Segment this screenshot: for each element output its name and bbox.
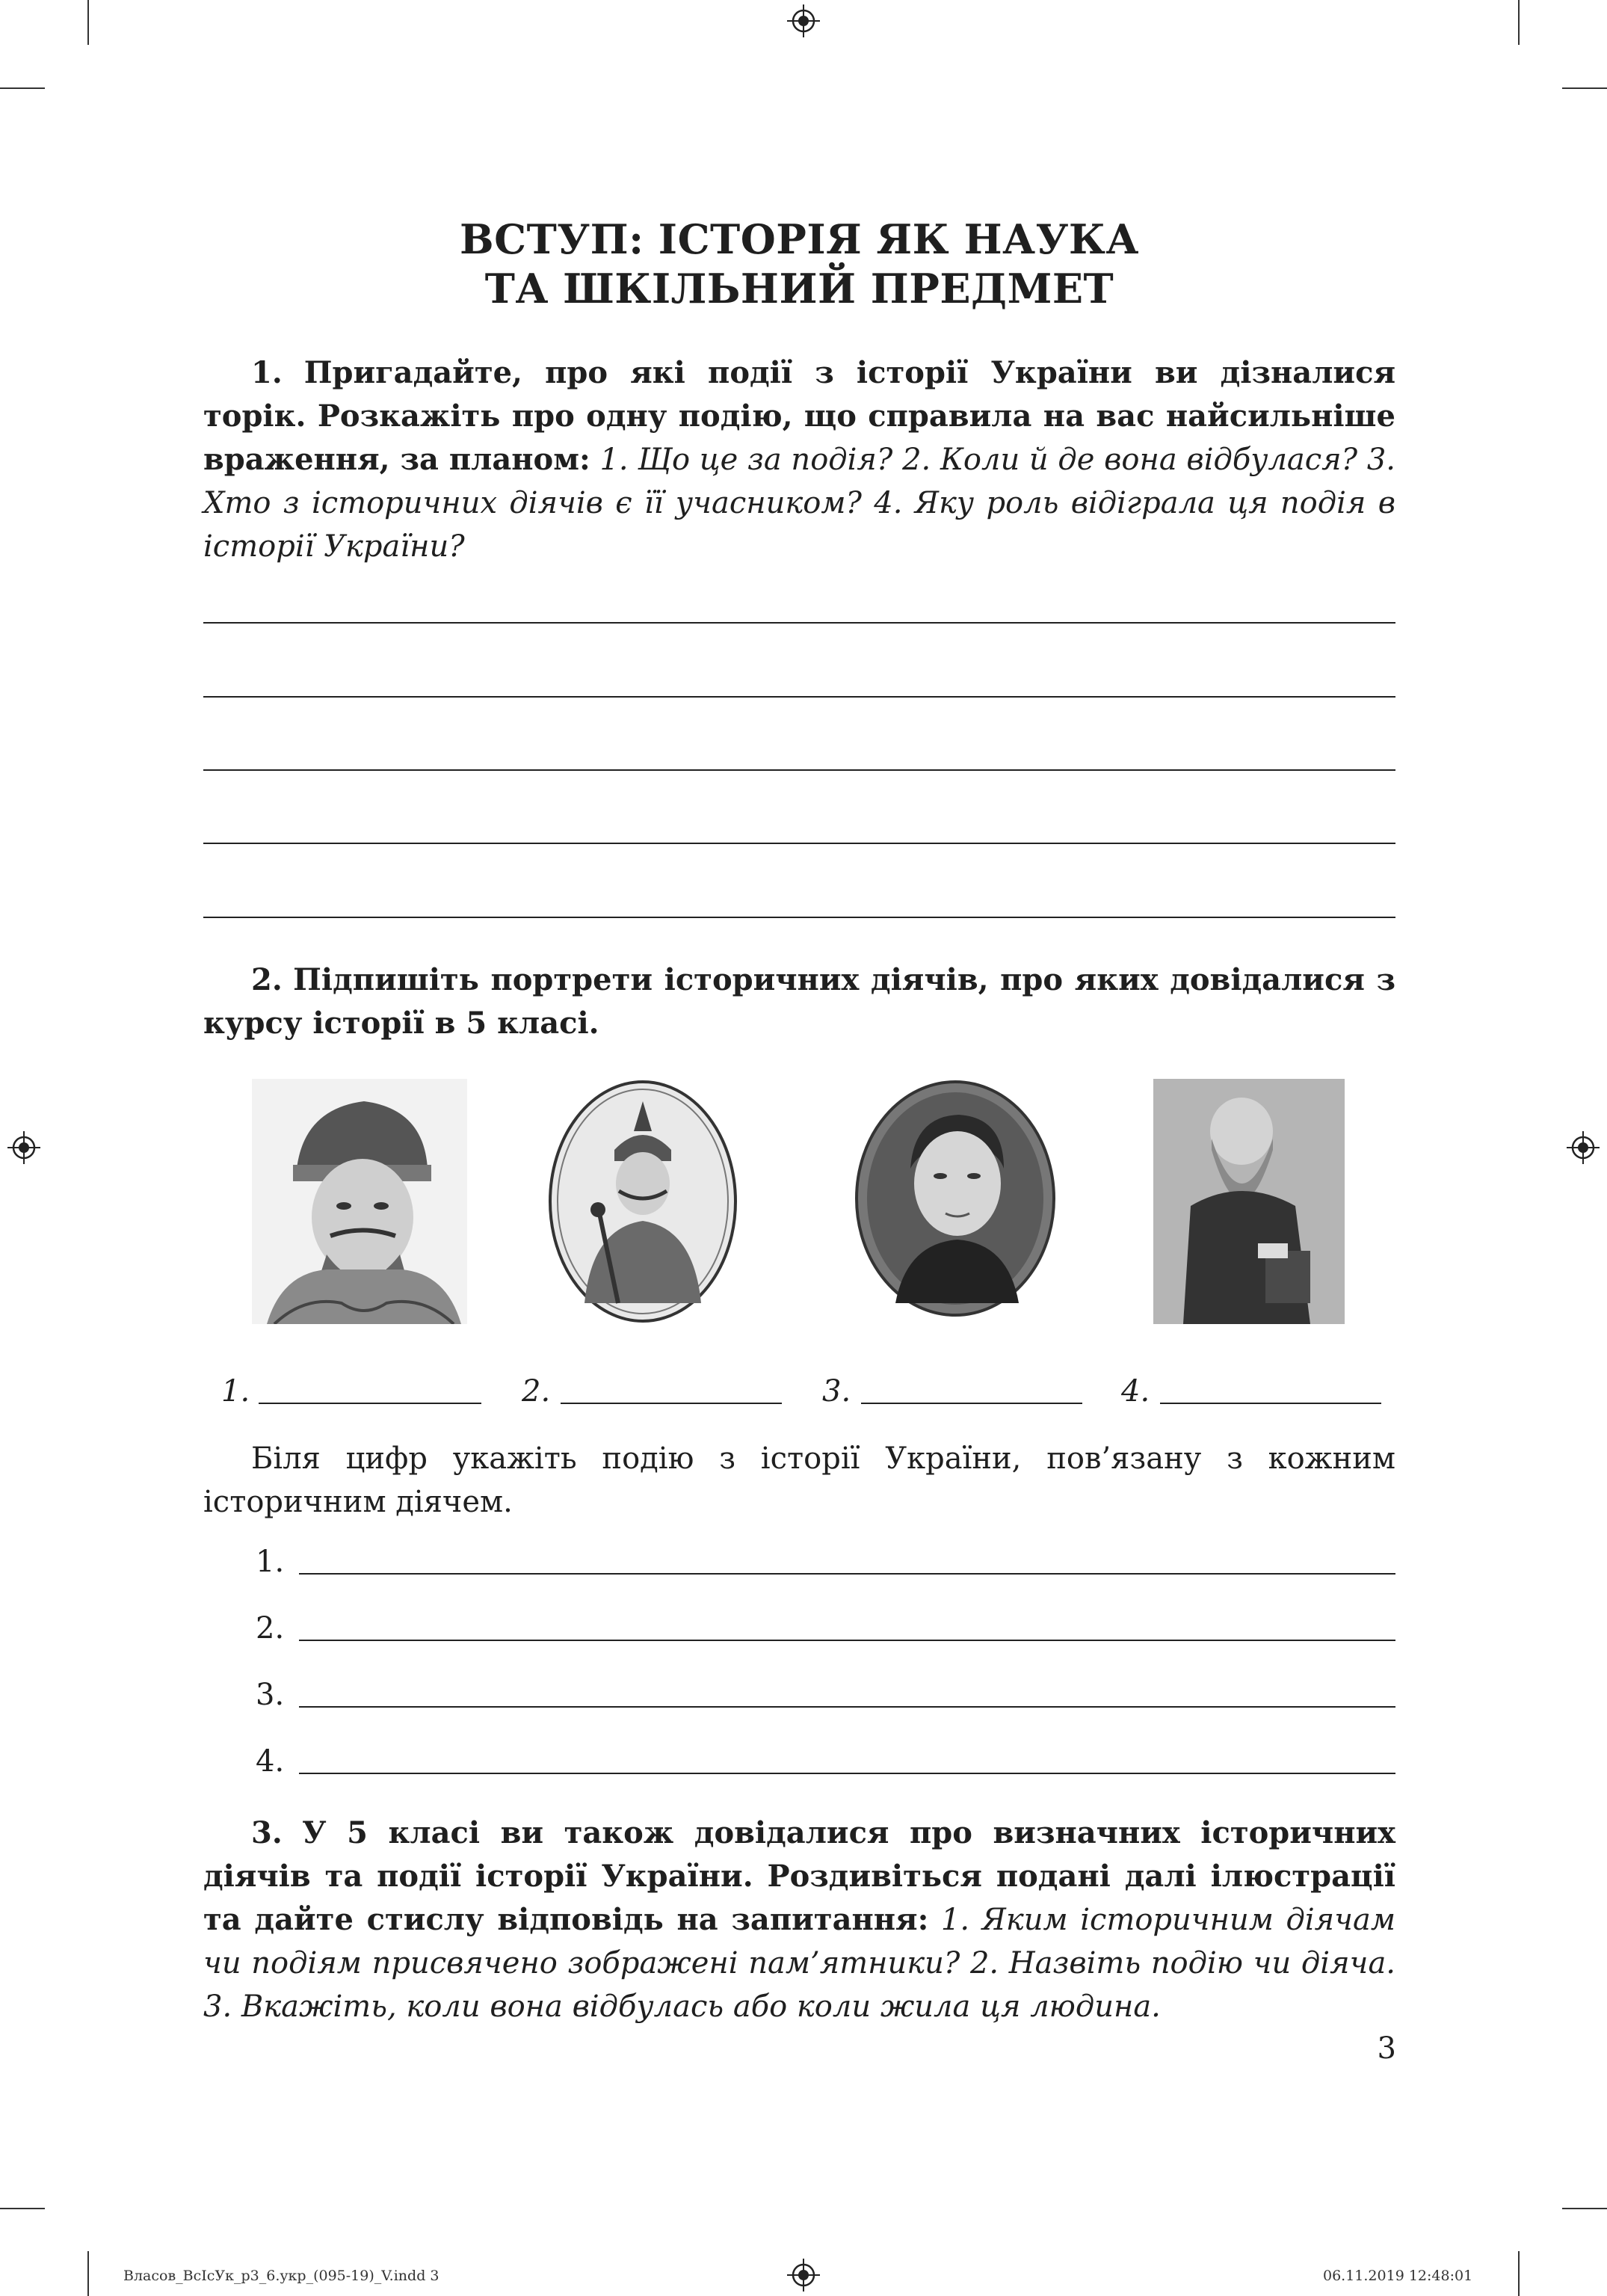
task-1-number: 1. (251, 355, 283, 390)
portrait-caption-line[interactable] (1160, 1403, 1381, 1404)
answer-line[interactable] (203, 696, 1395, 698)
task-3-number: 3. (251, 1815, 283, 1850)
task-2-text (203, 958, 1395, 1045)
crop-mark-bottom-right-v (1518, 2251, 1520, 2296)
answer-number-2: 2. (256, 1611, 285, 1646)
registration-mark-icon (1567, 1131, 1600, 1164)
portrait-4-icon (1153, 1079, 1345, 1324)
task-1-text (203, 351, 1395, 568)
crop-mark-top-left-v (87, 0, 89, 45)
registration-mark-icon (787, 2259, 820, 2292)
answer-line[interactable] (203, 917, 1395, 918)
slug-file-name: Власов_ВсІсУк_р3_6.укр_(095-19)_V.indd 3 (123, 2268, 439, 2284)
page-number: 3 (1377, 2031, 1396, 2066)
crop-mark-top-right-h (1562, 87, 1607, 89)
portrait-3-icon (854, 1079, 1056, 1318)
answer-number-4: 4. (256, 1744, 285, 1779)
task-1-plan: 1. Що це за подія? 2. Коли й де вона відбулася? 3. Хто з історичних діячів є її учасником? 4. Яку роль відіграла ця подія в історії України? (203, 443, 1395, 564)
portrait-caption-3: 3. (822, 1374, 851, 1409)
portrait-1-icon (252, 1079, 467, 1324)
portrait-caption-1: 1. (221, 1374, 250, 1409)
crop-mark-bottom-right-h (1562, 2208, 1607, 2209)
answer-number-3: 3. (256, 1678, 285, 1712)
crop-mark-top-left-h (0, 87, 45, 89)
portrait-caption-line[interactable] (561, 1403, 782, 1404)
answer-line[interactable] (203, 622, 1395, 624)
task-2-number: 2. (251, 962, 283, 997)
answer-number-1: 1. (256, 1545, 285, 1579)
task-3-prompt: У 5 класі ви також довідалися про визначних історичних діячів та події історії України. Роздивіться подані далі ілюстрації та дайте стислу відповідь на запитання: (203, 1815, 1396, 1937)
answer-line[interactable] (299, 1773, 1395, 1774)
crop-mark-top-right-v (1518, 0, 1520, 45)
task-3-questions: 1. Яким історичним діячам чи подіям присвячено зображені пам’ятники? 2. Назвіть подію чи діяча. 3. Вкажіть, коли вона відбулась або коли жила ця людина. (203, 1903, 1395, 2024)
answer-line[interactable] (299, 1706, 1395, 1708)
page-title-line-2: ТА ШКІЛЬНИЙ ПРЕДМЕТ (484, 265, 1114, 313)
crop-mark-bottom-left-v (87, 2251, 89, 2296)
slug-timestamp: 06.11.2019 12:48:01 (1323, 2268, 1473, 2284)
task-3-text (203, 1812, 1395, 2028)
task-2-prompt: Підпишіть портрети історичних діячів, про яких довідалися з курсу історії в 5 класі. (203, 962, 1395, 1041)
task-1-prompt: Пригадайте, про які події з історії України ви дізналися торік. Розкажіть про одну подію, що справила на вас найсильніше враження, за планом: (203, 355, 1396, 477)
portrait-caption-4: 4. (1121, 1374, 1150, 1409)
portrait-caption-line[interactable] (259, 1403, 481, 1404)
task-2-instruction (203, 1437, 1395, 1524)
portrait-2-icon (547, 1079, 738, 1324)
portrait-caption-2: 2. (522, 1374, 551, 1409)
registration-mark-icon (787, 4, 820, 37)
registration-mark-icon (7, 1131, 40, 1164)
answer-line[interactable] (203, 769, 1395, 771)
crop-mark-bottom-left-h (0, 2208, 45, 2209)
task-2-instruction-text: Біля цифр укажіть подію з історії України, пов’язану з кожним історичним діячем. (203, 1441, 1395, 1519)
answer-line[interactable] (299, 1573, 1395, 1575)
page-title-line-1: ВСТУП: ІСТОРІЯ ЯК НАУКА (459, 215, 1140, 263)
portrait-caption-line[interactable] (861, 1403, 1082, 1404)
answer-line[interactable] (299, 1640, 1395, 1641)
answer-line[interactable] (203, 843, 1395, 844)
